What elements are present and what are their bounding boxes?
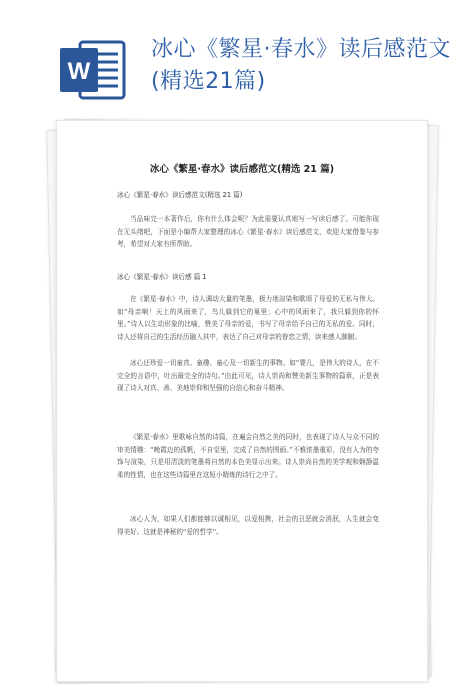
section-heading: 冰心《繁星·春水》读后感 篇 1 xyxy=(117,273,207,281)
body-paragraph: 《繁星·春水》里歌咏自然的诗篇，在遍会自然之美的同时，也表现了诗人与众不同的审美情趣：“晚霞边的孤帆，不自觉里，完成了自然的图画。”不雅浓墨重彩，没有人为的夸饰与渲染，只是用清淡的笔墨将自然的本色美显示出来。诗人崇尚自然的美学观和娴静温柔的性情，也在这些诗篇里在这短小精炼的诗行之中了。 xyxy=(117,433,379,479)
page-title: 冰心《繁星·春水》读后感范文(精选21篇) xyxy=(151,37,451,94)
body-paragraph: 冰心还珍爱一切童真、童趣、童心及一切新生的事物。如“婴儿，是伟大的诗人，在不完全的言语中，吐出最完全的诗句。”由此可见，诗人崇尚和赞美新生事物的篇章，正是表现了诗人对真、善、美地崇仰和坚强的自信心和奋斗精神。 xyxy=(117,359,379,392)
word-document-icon xyxy=(58,40,128,100)
intro-paragraph: 当品味完一本著作后，你有什么体会呢？为此需要认真地写一写读后感了。可能你现在无头绪吧，下面是小编帮大家整理的冰心《繁星·春水》读后感范文，欢迎大家借鉴与参考，希望对大家有所帮助。 xyxy=(117,215,379,248)
body-paragraph: 冰心人为，如果人们都能够以诚相见，以爱相携，社会的丑恶就会消泯，人生就会变得美好。这就是神秘的“爱的哲学”。 xyxy=(117,515,379,536)
document-subtitle: 冰心《繁星·春水》读后感范文(精选 21 篇) xyxy=(117,191,243,199)
page-header xyxy=(0,0,474,130)
body-paragraph: 在《繁星·春水》中，诗人调动大量的笔墨，极力地渲染和歌颂了母爱的无私与伟大。如“母亲啊！天上的风雨来了，鸟儿躲到它的巢里；心中的风雨来了，我只躲到你的怀里。”诗人以生动形象的比喻，赞美了母亲的爱，书写了母亲给予自己的无私的爱。同时，诗人还将自己的生活经历融入其中，表达了自己对母亲的眷恋之情，读来感人肺腑。 xyxy=(117,295,379,341)
document-page xyxy=(56,120,428,682)
document-title: 冰心《繁星·春水》读后感范文(精选 21 篇) xyxy=(149,164,335,175)
word-icon-letter: W xyxy=(67,58,91,85)
document-preview xyxy=(56,120,426,680)
